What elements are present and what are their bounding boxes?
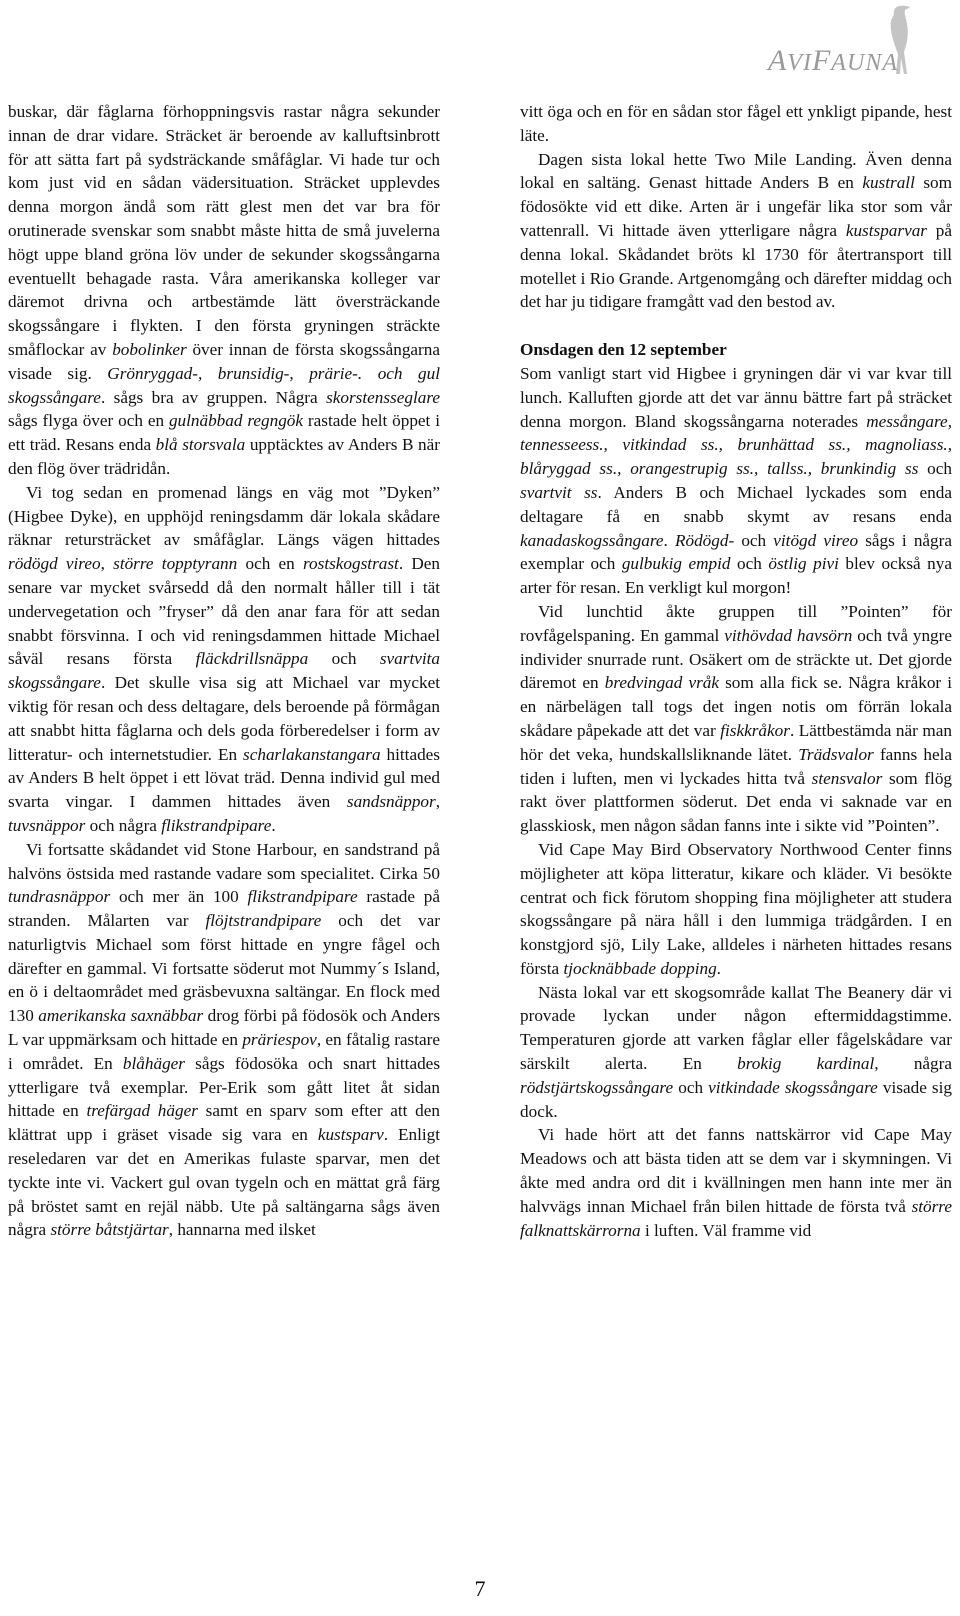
paragraph [520,600,952,838]
text-run: och [673,1077,709,1097]
species-name: bobolinker [112,339,187,359]
species-name: rostskogstrast [303,554,399,574]
text-run: hittades av Anders B helt öppet i ett lövat träd. Denna individ gul med svarta vingar. I dammen hittades även [8,744,440,812]
text-run: , [435,792,440,812]
text-run: och [730,554,769,574]
species-name: vitkindade skogssångare [708,1077,878,1097]
text-run: . Anders B och Michael lyckades som enda deltagare få en snabb skymt av resans enda [520,482,952,526]
text-run: Nästa lokal var ett skogsområde kallat The Beanery där vi provade lyckan under någon eftermiddagstimme. Temperaturen gjorde att varken fåglar eller fågelskådare var särskilt alerta. En [520,982,952,1074]
species-name: brokig kardinal [737,1054,875,1074]
paragraph [520,838,952,981]
text-run: blev också nya arter för resan. En verkligt kul morgon! [520,554,952,598]
species-name: bredvingad vråk [604,673,719,693]
text-run: som flög rakt över plattformen söderut. Det enda vi saknade var en glasskiosk, men någon sådan fanns inte i sikte vid ”Pointen”. [520,768,953,836]
text-run: och några [85,815,162,835]
text-run: och [918,459,952,479]
text-run: Som vanligt start vid Higbee i gryningen där vi var kvar till lunch. Kalluften gjorde att det var ännu bättre fart på sträcket denna morgon. Bland skogssångarna noterades [520,363,952,431]
species-name: flöjtstrandpipare [205,911,322,931]
species-name: Grönryggad-, brunsidig-, prärie-. och gul skogssångare [8,363,440,407]
text-run: . Enligt reseledaren var det en Amerikas fulaste sparvar, men det tyckte inte vi. Vackert gul ovan tygeln och en mättat grå färg på bröstet samt en rejäl näbb. Ute på saltängarna sågs även några [8,1125,440,1240]
right-body-text [520,362,952,1242]
species-name: fiskkråkor [720,720,790,740]
text-run: Vi tog sedan en promenad längs en väg mot ”Dyken” (Higbee Dyke), en upphöjd reningsdamm där lokala skådare räknar retursträcket av småfåglar. Längs vägen hittades [8,482,440,550]
text-run: samt en sparv som efter att den klättrat upp i gräset visade sig vara en [8,1101,440,1145]
species-name: östlig pivi [768,554,839,574]
text-run: . sågs bra av gruppen. Några [100,387,327,407]
text-run: , en fåtalig rastare i området. En [8,1030,440,1073]
paragraph [520,362,952,600]
text-run: Vi hade hört att det fanns nattskärror vid Cape May Meadows och att bästa tiden att se dem var i skymningen. Vi åkte med andra ord dit i kvällningen men hann inte mer än halvvägs innan Michael från bilen hittade de första två [520,1125,952,1216]
species-name: stensvalor [811,768,883,788]
text-run: . Det skulle visa sig att Michael var mycket viktig för resan och dess deltagare, dels beroende på förmågan att snabbt hitta fåglarna och dels goda förberedelser i form av litteratur- och internetstudier. En [8,673,440,764]
species-name: svartvita skogssångare [8,649,440,693]
text-run: , [100,554,114,574]
species-name: större falknattskärrorna [520,1196,952,1240]
species-name: fläckdrillsnäppa [195,649,309,669]
text-run: rastade på stranden. Målarten var [8,887,440,931]
species-name: messångare, tennesseess., vitkindad ss., brunhättad ss., magnoliass., blåryggad ss., orangestrupig ss., tallss., brunkindig ss [520,411,952,479]
text-run: över innan de första skogssångarna visade sig. [8,339,440,383]
species-name: flikstrandpipare [161,815,272,835]
paragraph [8,838,440,1243]
text-run: som födosökte vid ett dike. Arten är i ungefär lika stor som vår vattenrall. Vi hittade även ytterligare några [520,173,952,240]
species-name: gulnäbbad regngök [168,411,304,431]
text-run: sågs i några exemplar och [520,530,953,574]
text-run: . [271,815,276,835]
section-spacer [520,314,952,338]
species-name: tjocknäbbade dopping [563,958,717,978]
text-run: upptäcktes av Anders B när den flög över trädridån. [8,435,440,478]
text-run: sågs flyga över och en [8,411,169,431]
right-column [520,100,952,1242]
text-run: visade sig dock. [520,1077,952,1121]
text-run: . Lättbestämda när man hör det veka, hundskallsliknande lätet. [520,720,952,764]
paragraph [8,481,440,838]
species-name: kustsparvar [845,220,927,240]
species-name: scharlakanstangara [243,744,381,764]
text-run: . Den senare var mycket svårsedd då den normalt håller till i tät undervegetation och ”fryser” då den anar fara för att sedan snabbt försvinna. I och vid reningsdammen hittade Michael såväl resans första [8,554,441,669]
text-run: och [734,530,774,550]
species-name: skorstensseglare [326,387,440,407]
right-intro-text [520,100,952,314]
species-name: gulbukig empid [621,554,731,574]
species-name: vitögd vireo [773,530,859,550]
species-name: blå storsvala [155,435,246,455]
paragraph [8,100,440,481]
species-name: trefärgad häger [86,1101,198,1121]
text-run: Vid lunchtid åkte gruppen till ”Pointen” för rovfågelspaning. En gammal [520,601,952,645]
text-run: och en [237,554,303,574]
text-run: buskar, där fåglarna förhoppningsvis rastar några sekunder innan de drar vidare. Sträcket är beroende av kalluftsinbrott för att sätta fart på sydsträckande småfåglar. Vi hade tur och kom just vid en sådan vädersituation. Sträcket upplevdes denna morgon ändå som rätt glest men det var bra för orutinerade svenskar som snabbt måste hitta de små juvelerna högt uppe bland gröna löv under de sekunder skogssångarna eventuellt behagade rasta. Våra amerikanska kolleger var däremot drivna och artbestämde lätt översträckande skogssångare i flykten. I den första gryningen sträckte småflockar av [8,102,440,359]
text-run: som alla fick se. Några kråkor i en närbelägen tall togs det ingen notis om förrän lokala skådare påpekade att det var [520,673,953,740]
left-column [8,100,440,1242]
species-name: kanadaskogssångare [520,530,664,550]
text-run: på denna lokal. Skådandet bröts kl 1730 för återtransport till motellet i Rio Grande. Artgenomgång och därefter middag och det har ju tidigare framgått vad den bestod av. [520,220,952,312]
species-name: kustrall [862,173,915,193]
text-run: rastade helt öppet i ett träd. Resans enda [8,411,440,455]
text-run: , några [874,1054,952,1074]
species-name: Rödögd- [674,530,735,550]
species-name: rödögd vireo [8,554,101,574]
text-run: och [308,649,380,669]
text-run: . [663,530,675,550]
section-heading: Onsdagen den 12 september [520,340,727,360]
text-run: vitt öga och en för en sådan stor fågel ett ynkligt pipande, hest läte. [520,102,952,145]
text-run: sågs födosöka och snart hittades ytterligare två exemplar. Per-Erik som gått litet åt sidan hittade en [8,1053,441,1121]
species-name: svartvit ss [520,482,598,502]
species-name: tundrasnäppor [8,887,111,907]
species-name: sandsnäppor [346,792,436,812]
text-run: Dagen sista lokal hette Two Mile Landing. Även denna lokal en saltäng. Genast hittade Anders B en [520,149,952,193]
text-run: och det var naturligtvis Michael som först hittade en yngre fågel och därefter en gammal. Vi fortsatte söderut mot Nummy´s Island, en ö i deltaområdet med gräsbevuxna saltängar. En flock med 130 [8,911,440,1026]
paragraph [520,1123,952,1242]
species-name: större topptyrann [113,554,238,574]
text-run: i luften. Väl framme vid [640,1220,812,1240]
paragraph [520,100,952,148]
text-run: och mer än 100 [110,887,248,907]
text-run: drog förbi på födosök och Anders L var uppmärksam och hittade en [8,1006,441,1050]
species-name: kustsparv [317,1125,384,1145]
species-name: Trädsvalor [798,744,874,764]
text-run: och två yngre individer snurrade runt. Osäkert om de sträckte ut. Det gjorde däremot en [520,625,952,693]
text-run: Vi fortsatte skådandet vid Stone Harbour, en sandstrand på halvöns östsida med rastande vadare som specialitet. Cirka 50 [8,839,440,883]
text-run: . [716,958,721,978]
species-name: präriespov [242,1030,317,1050]
species-name: tuvsnäppor [8,815,86,835]
header-logo [680,0,920,80]
species-name: amerikanska saxnäbbar [38,1006,204,1026]
species-name: blåhäger [122,1053,185,1073]
logo-wordmark: AVIFAUNA [767,44,898,77]
species-name: rödstjärtskogssångare [520,1077,674,1097]
text-run: fanns hela tiden i luften, men vi lyckades hitta två [520,744,952,788]
paragraph [520,148,952,315]
text-run: , hannarna med ilsket [168,1220,316,1240]
species-name: flikstrandpipare [247,887,358,907]
page-number: 7 [474,1576,486,1601]
text-run: Vid Cape May Bird Observatory Northwood Center finns möjligheter att köpa litteratur, kikare och kläder. Vi besökte centrat och fick förutom shopping fina möjligheter att studera skogssångare på nära håll i den lummiga trädgården. I en konstgjord sjö, Lily Lake, alldeles i närheten hittades resans första [520,839,952,978]
species-name: vithövdad havsörn [724,625,853,645]
paragraph [520,981,952,1124]
species-name: större båtstjärtar [50,1220,169,1240]
